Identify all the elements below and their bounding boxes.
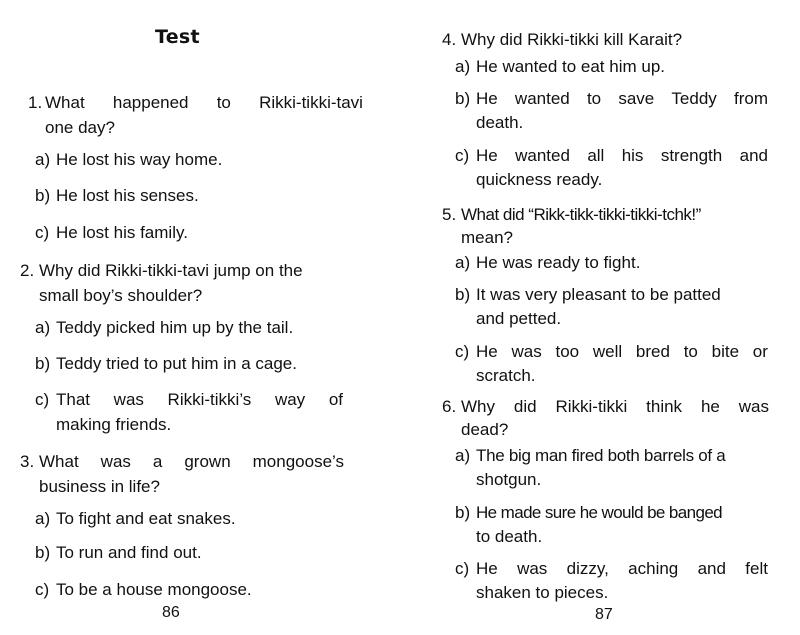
q6-option-a-line2: shotgun. <box>476 470 542 489</box>
q4-question-line1: Why did Rikki-tikki kill Karait? <box>461 30 683 49</box>
q5-option-c-line1: He was too well bred to bite or <box>476 342 768 361</box>
q3-option-c-text: To be a house mongoose. <box>56 580 252 599</box>
q5-option-c-line2: scratch. <box>476 366 536 385</box>
page-number-right: 87 <box>595 606 613 623</box>
q6-option-b-line2: to death. <box>476 527 543 546</box>
q6-option-a-line1: The big man fired both barrels of a <box>476 446 726 465</box>
q1-question-line2: one day? <box>45 118 115 137</box>
q6-option-c-line2: shaken to pieces. <box>476 583 609 602</box>
q6-option-b-label: b) <box>455 503 471 522</box>
q5-option-b-label: b) <box>455 285 471 304</box>
q2-option-c-line2: making friends. <box>56 415 172 434</box>
q5-option-a-label: a) <box>455 253 471 272</box>
q1-question-line1: What happened to Rikki-tikki-tavi <box>45 93 363 112</box>
q2-number: 2. <box>20 261 35 280</box>
q5-option-a-text: He was ready to fight. <box>476 253 641 272</box>
q5-option-c-label: c) <box>455 342 470 361</box>
q4-number: 4. <box>442 30 457 49</box>
q3-option-b-text: To run and find out. <box>56 543 202 562</box>
q3-option-b-label: b) <box>35 543 51 562</box>
q2-option-c-line1: That was Rikki-tikki’s way of <box>56 390 343 409</box>
q3-option-a-text: To fight and eat snakes. <box>56 509 236 528</box>
q6-option-c-line1: He was dizzy, aching and felt <box>476 559 768 578</box>
q4-option-b-line1: He wanted to save Teddy from <box>476 89 768 108</box>
q5-question-line2: mean? <box>461 228 513 247</box>
right-page <box>400 0 800 635</box>
q1-number: 1. <box>28 93 43 112</box>
q4-option-a-text: He wanted to eat him up. <box>476 57 666 76</box>
q2-question-line1: Why did Rikki-tikki-tavi jump on the <box>39 261 303 280</box>
q2-option-c-label: c) <box>35 390 50 409</box>
page-number-left: 86 <box>162 604 180 621</box>
q2-question-line2: small boy’s shoulder? <box>39 286 203 305</box>
q5-question-line1: What did “Rikk-tikk-tikki-tikki-tchk!” <box>461 205 701 224</box>
q6-option-b-line1: He made sure he would be banged <box>476 503 723 522</box>
q4-option-c-line1: He wanted all his strength and <box>476 146 768 165</box>
q1-option-a-label: a) <box>35 150 51 169</box>
q5-option-b-line1: It was very pleasant to be patted <box>476 285 721 304</box>
q1-option-a-text: He lost his way home. <box>56 150 223 169</box>
q5-number: 5. <box>442 205 457 224</box>
q3-number: 3. <box>20 452 35 471</box>
q1-option-b-text: He lost his senses. <box>56 186 199 205</box>
q2-option-a-label: a) <box>35 318 51 337</box>
q1-option-b-label: b) <box>35 186 51 205</box>
q6-option-c-label: c) <box>455 559 470 578</box>
q3-question-line2: business in life? <box>39 477 160 496</box>
q2-option-b-text: Teddy tried to put him in a cage. <box>56 354 297 373</box>
q6-number: 6. <box>442 397 457 416</box>
q2-option-a-text: Teddy picked him up by the tail. <box>56 318 294 337</box>
q6-question-line1: Why did Rikki-tikki think he was <box>461 397 769 416</box>
q2-option-b-label: b) <box>35 354 51 373</box>
q4-option-c-label: c) <box>455 146 470 165</box>
q5-option-b-line2: and petted. <box>476 309 562 328</box>
page-title: Test <box>155 26 200 48</box>
q4-option-c-line2: quickness ready. <box>476 170 603 189</box>
q1-option-c-label: c) <box>35 223 50 242</box>
q3-question-line1: What was a grown mongoose’s <box>39 452 344 471</box>
q6-option-a-label: a) <box>455 446 471 465</box>
q4-option-a-label: a) <box>455 57 471 76</box>
q4-option-b-label: b) <box>455 89 471 108</box>
q3-option-c-label: c) <box>35 580 50 599</box>
q4-option-b-line2: death. <box>476 113 524 132</box>
q3-option-a-label: a) <box>35 509 51 528</box>
q6-question-line2: dead? <box>461 420 509 439</box>
q1-option-c-text: He lost his family. <box>56 223 188 242</box>
